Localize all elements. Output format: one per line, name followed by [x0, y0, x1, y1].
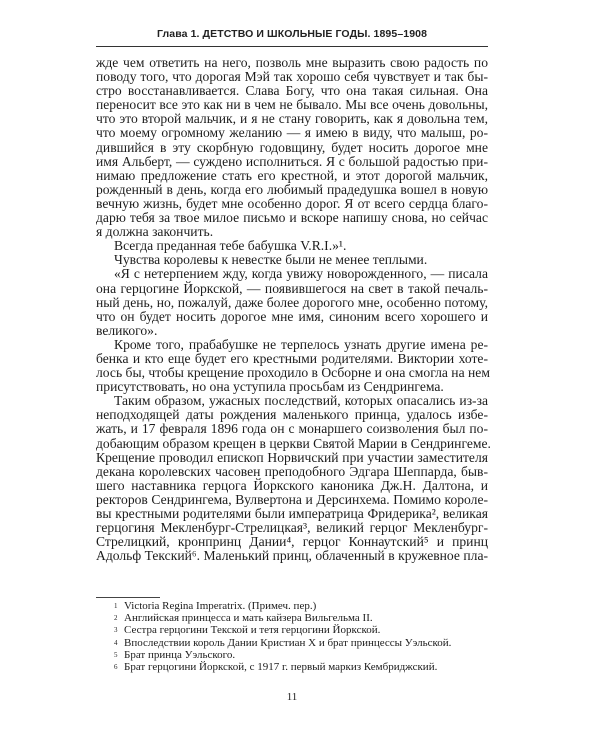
text-line: рожденный в день, когда его любимый прадедушка вошел в новую	[96, 181, 488, 197]
text-line: ный день, но, пожалуй, даже более дорогого мне, особенно потому,	[96, 294, 488, 310]
text-line: неподходящей даты рождения маленького принца, удалось избе-	[96, 407, 488, 423]
text-line: дарю тебя за твое милое письмо и вскоре напишу снова, но сейчас	[96, 210, 488, 226]
footnote-text: Брат принца Уэльского.	[124, 648, 236, 661]
footnote-text: Сестра герцогини Текской и тетя герцогини Йоркской.	[124, 624, 381, 637]
header-rule	[96, 46, 488, 47]
footnote-text: Английская принцесса и мать кайзера Вильгельма II.	[124, 612, 373, 625]
text-line: Кроме того, прабабушке не терпелось узнать другие имена ре-	[114, 336, 488, 352]
text-line: добающим образом крещен в церкви Святой Марии в Сендрингеме.	[96, 435, 491, 451]
text-line: дившийся в эту скорбную годовщину, будет носить дорогое мне	[96, 139, 488, 155]
text-line: Таким образом, ужасных последствий, которых опасались из-за	[114, 393, 488, 409]
text-line: «Я с нетерпением жду, когда увижу новорожденного, — писала	[114, 266, 488, 282]
paragraph	[96, 338, 488, 394]
text-line: что моему огромному желанию — я имею в виду, что малыш, ро-	[96, 125, 488, 141]
footnote-text: Брат герцогини Йоркской, с 1917 г. первый маркиз Кембриджский.	[124, 661, 438, 674]
text-line: ректоров Сендрингема, Вулвертона и Дерсинхема. Помимо короле-	[96, 491, 488, 507]
text-line: Крещение проводил епископ Норвичский при участии заместителя	[96, 449, 488, 465]
text-line: я должна закончить.	[96, 224, 214, 240]
footnote-number: 4	[114, 638, 118, 647]
text-line: вы крестными родителями были императрица Фридерика², великая	[96, 506, 488, 521]
footnote	[114, 649, 451, 661]
text-line: Чувства королевы к невестке были не менее теплыми.	[114, 252, 428, 268]
text-line: герцогиня Мекленбург-Стрелицкая³, великий герцог Мекленбург-	[96, 520, 488, 536]
text-line: переносит все это как ни в чем не бывало. Мы все очень довольны,	[96, 97, 488, 113]
text-line: великого».	[96, 322, 158, 338]
body-text	[96, 55, 491, 564]
text-line: что это второй мальчик, и я не стану говорить, как я довольна тем,	[96, 111, 488, 127]
paragraph	[96, 393, 491, 564]
text-line: бенка и кто еще будет его крестными родителями. Виктории хоте-	[96, 350, 488, 366]
paragraph	[96, 253, 488, 267]
text-line: что он будет носить дорогое мне имя, синоним всего хорошего и	[96, 308, 488, 324]
text-line: она герцогине Йоркской, — появившегося на свет в такой печаль-	[96, 280, 488, 296]
text-line: Всегда преданная тебе бабушка V.R.I.»¹.	[114, 238, 347, 254]
text-line: жать, и 17 февраля 1896 года он с монаршего соизволения был по-	[96, 421, 488, 437]
footnote-number: 5	[114, 650, 118, 659]
text-line: жде чем ответить на него, позволь мне выразить свою радость по	[96, 55, 488, 70]
footnote-number: 3	[114, 626, 118, 635]
text-line: лось бы, чтобы крещение проходило в Осборне и она смогла на нем	[96, 365, 490, 381]
footnote-number: 1	[114, 602, 118, 610]
page-number: 11	[286, 691, 298, 703]
text-line: вечную жизнь, будет мне особенно дорог. Я от всего сердца благо-	[96, 195, 488, 211]
footnote	[114, 661, 451, 673]
footnote	[114, 637, 451, 649]
footnote-text: Впоследствии король Дании Кристиан X и брат принцессы Уэльской.	[124, 636, 452, 649]
paragraph	[96, 267, 488, 337]
text-line: стро восстанавливается. Слава Богу, что она такая сильная. Она	[96, 83, 488, 99]
text-line: нимаю предложение стать его крестной, и этот дорогой мальчик,	[96, 167, 488, 183]
footnote	[114, 612, 451, 624]
footnotes	[114, 600, 451, 673]
footnote-rule	[96, 597, 160, 598]
text-line: поводу того, что дорогая Мэй так хорошо себя чувствует и так бы-	[96, 69, 488, 85]
text-line: Адольф Текский⁶. Маленький принц, облаченный в кружевное пла-	[96, 548, 488, 564]
text-line: шего наставника герцога Йоркского каноника Дж.Н. Далтона, и	[96, 477, 488, 493]
text-line: декана королевских часовен преподобного Эдгара Шеппарда, быв-	[96, 463, 488, 479]
footnote-text: Victoria Regina Imperatrix. (Примеч. пер.)	[124, 600, 317, 612]
text-line: Стрелицкий, кронпринц Дании⁴, герцог Коннаутский⁵ и принц	[96, 534, 488, 550]
paragraph	[96, 56, 488, 239]
footnote-number: 2	[114, 614, 118, 623]
footnote	[114, 624, 451, 636]
text-line: присутствовать, но она уступила просьбам из Сендрингема.	[96, 379, 444, 395]
footnote	[114, 600, 451, 612]
text-line: имя Альберт, — суждено исполниться. Я с большой радостью при-	[96, 153, 488, 169]
paragraph	[96, 239, 488, 253]
running-header: Глава 1. ДЕТСТВО И ШКОЛЬНЫЕ ГОДЫ. 1895–1908	[156, 28, 428, 40]
footnote-number: 6	[114, 663, 118, 672]
